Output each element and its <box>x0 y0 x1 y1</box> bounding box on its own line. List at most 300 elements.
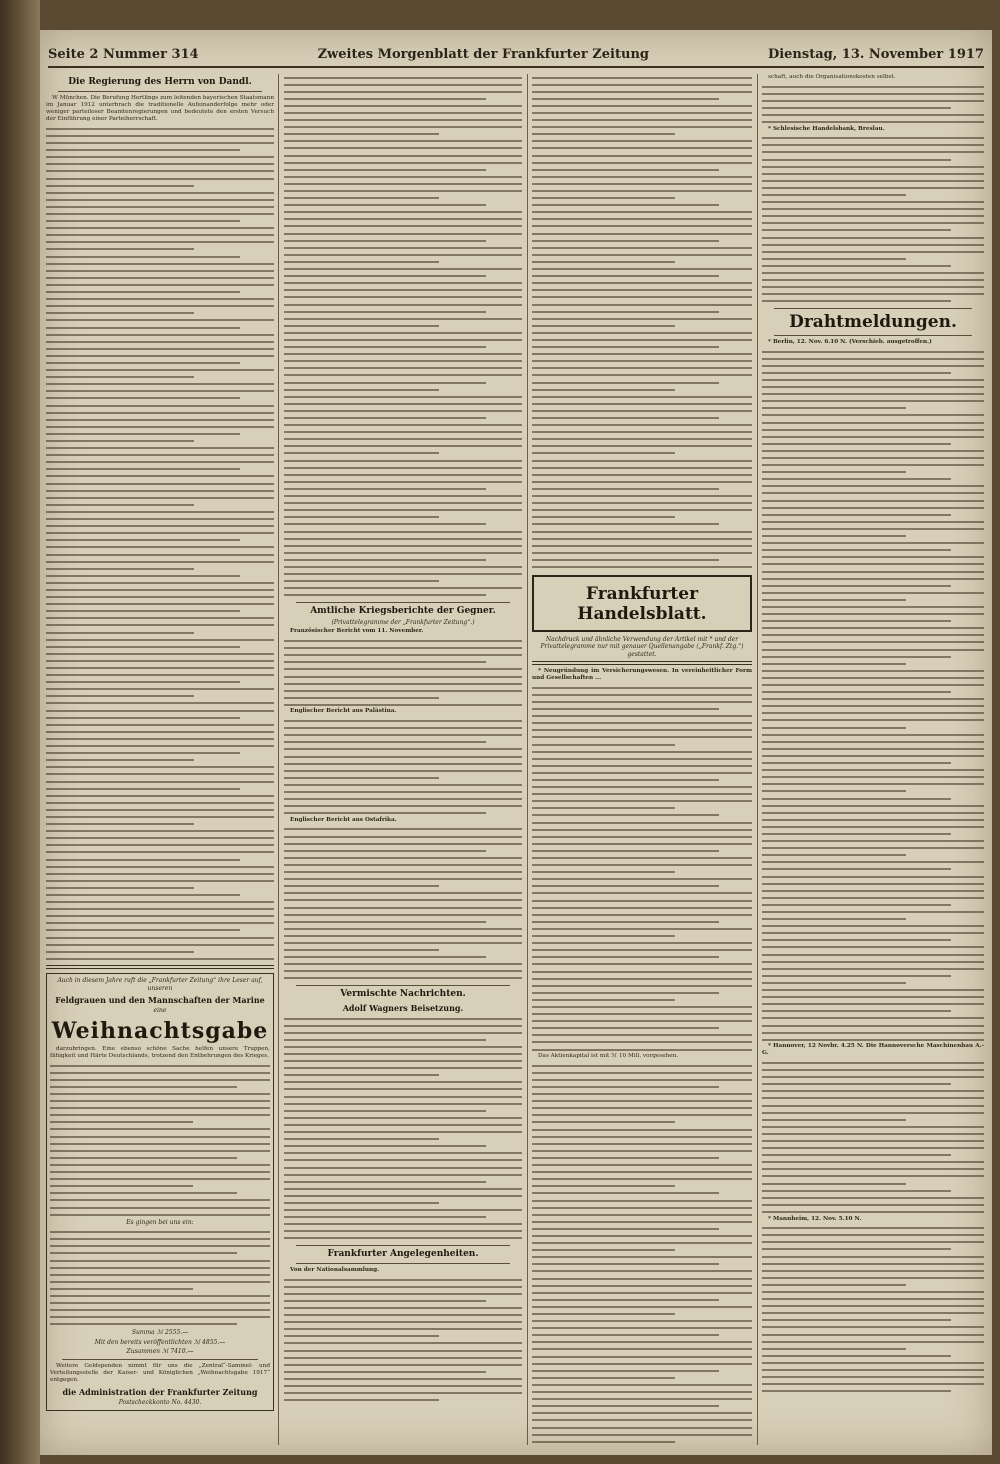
text-line <box>284 833 522 840</box>
text-line <box>762 625 984 632</box>
text-line <box>532 95 752 102</box>
text-line <box>46 381 274 388</box>
text-line <box>762 270 984 277</box>
text-line <box>532 209 752 216</box>
text-line <box>284 975 522 982</box>
text-line <box>46 317 274 324</box>
section-heading: Von der Nationalsammlung. <box>290 1267 380 1274</box>
text-line <box>46 303 274 310</box>
text-line <box>762 816 984 823</box>
text-line <box>46 274 274 281</box>
text-line <box>762 689 984 696</box>
divider <box>532 661 752 665</box>
text-line <box>532 1389 752 1396</box>
text-line <box>762 104 984 111</box>
text-line <box>762 830 984 837</box>
text-line <box>46 438 274 445</box>
text-line <box>762 994 984 1001</box>
text-line <box>762 866 984 873</box>
text-line <box>762 788 984 795</box>
text-line <box>50 1176 270 1183</box>
text-line <box>284 840 522 847</box>
text-line <box>532 1091 752 1098</box>
text-line <box>762 97 984 104</box>
text-line <box>46 608 274 615</box>
divider <box>296 1263 510 1264</box>
text-line <box>284 767 522 774</box>
text-line <box>284 1375 522 1382</box>
text-line <box>284 478 522 485</box>
text-line <box>762 1260 984 1267</box>
text-line <box>284 1199 522 1206</box>
text-line <box>762 440 984 447</box>
text-line <box>762 696 984 703</box>
text-line <box>284 542 522 549</box>
text-line <box>532 1046 752 1053</box>
text-line <box>284 280 522 287</box>
text-line <box>284 680 522 687</box>
text-line <box>532 1232 752 1239</box>
text-line <box>284 585 522 592</box>
text-line <box>50 1197 270 1204</box>
text-line <box>532 1360 752 1367</box>
text-line <box>532 379 752 386</box>
text-line <box>762 149 984 156</box>
text-line <box>762 255 984 262</box>
text-line <box>284 443 522 450</box>
text-line <box>50 1314 270 1321</box>
text-line <box>46 232 274 239</box>
text-line <box>284 1290 522 1297</box>
text-line <box>532 549 752 556</box>
text-line <box>284 287 522 294</box>
text-line <box>762 972 984 979</box>
text-line <box>762 781 984 788</box>
text-line <box>762 540 984 547</box>
divider <box>774 308 972 309</box>
text-line <box>50 1098 270 1105</box>
text-line <box>284 429 522 436</box>
text-line <box>532 88 752 95</box>
text-line <box>284 571 522 578</box>
text-line <box>46 856 274 863</box>
text-line <box>284 74 522 81</box>
text-line <box>46 324 274 331</box>
text-line <box>284 1058 522 1065</box>
text-line <box>284 739 522 746</box>
text-line <box>46 246 274 253</box>
text-line <box>532 1332 752 1339</box>
text-line <box>762 1232 984 1239</box>
appeal-line: eine <box>153 1007 167 1015</box>
text-line <box>762 1116 984 1123</box>
text-line <box>762 1036 984 1043</box>
text-line <box>762 916 984 923</box>
text-line <box>762 1274 984 1281</box>
text-line <box>284 159 522 166</box>
text-line <box>46 395 274 402</box>
text-line <box>532 1069 752 1076</box>
text-line <box>762 710 984 717</box>
text-line <box>46 281 274 288</box>
text-line <box>762 462 984 469</box>
text-line <box>46 828 274 835</box>
text-line <box>284 1114 522 1121</box>
text-line <box>46 806 274 813</box>
text-line <box>532 514 752 521</box>
text-line <box>532 358 752 365</box>
sum-line: Summa ℳ 2555.— <box>131 1329 189 1336</box>
text-line <box>284 968 522 975</box>
text-line <box>284 911 522 918</box>
text-line <box>532 173 752 180</box>
text-line <box>762 419 984 426</box>
text-line <box>284 386 522 393</box>
text-line <box>46 168 274 175</box>
text-line <box>50 1183 270 1190</box>
text-line <box>532 81 752 88</box>
text-line <box>762 192 984 199</box>
text-line <box>532 202 752 209</box>
text-line <box>532 1003 752 1010</box>
text-line <box>532 762 752 769</box>
text-line <box>532 1381 752 1388</box>
text-line <box>532 1254 752 1261</box>
text-line <box>532 741 752 748</box>
text-line <box>762 1081 984 1088</box>
appeal-line: Auch in diesem Jahre ruft die „Frankfurter Zeitung“ ihre Leser auf, unseren <box>57 977 263 992</box>
text-line <box>50 1243 270 1250</box>
text-line <box>532 464 752 471</box>
text-line <box>284 854 522 861</box>
body-text <box>532 1062 752 1445</box>
text-line <box>532 195 752 202</box>
column-3 <box>532 74 752 1445</box>
text-line <box>284 1347 522 1354</box>
text-line <box>762 227 984 234</box>
text-line <box>532 855 752 862</box>
text-line <box>532 1353 752 1360</box>
text-line <box>532 109 752 116</box>
text-line <box>762 497 984 504</box>
text-line <box>284 1235 522 1242</box>
text-line <box>46 132 274 139</box>
text-line <box>46 615 274 622</box>
text-line <box>284 1276 522 1283</box>
text-line <box>532 244 752 251</box>
body-text <box>284 826 522 982</box>
text-line <box>284 400 522 407</box>
text-line <box>284 1121 522 1128</box>
text-line <box>46 501 274 508</box>
text-line <box>762 554 984 561</box>
text-line <box>50 1229 270 1236</box>
text-line <box>762 1029 984 1036</box>
text-line <box>762 1123 984 1130</box>
text-line <box>532 1190 752 1197</box>
text-line <box>532 528 752 535</box>
section-heading: Englischer Bericht aus Palästina. <box>290 708 397 715</box>
text-line <box>284 102 522 109</box>
dispatch-heading: * Mannheim, 12. Nov. 5.10 N. <box>768 1215 862 1222</box>
text-line <box>762 476 984 483</box>
text-line <box>46 338 274 345</box>
text-line <box>46 721 274 728</box>
text-line <box>284 329 522 336</box>
text-line <box>762 90 984 97</box>
text-line <box>46 842 274 849</box>
article-subtitle: (Privattelegramme der „Frankfurter Zeitung“.) <box>331 618 475 626</box>
text-line <box>532 883 752 890</box>
text-line <box>762 518 984 525</box>
text-line <box>762 852 984 859</box>
appeal-heading: Feldgrauen und den Mannschaften der Marine <box>55 995 265 1006</box>
text-line <box>762 845 984 852</box>
text-line <box>762 1374 984 1381</box>
text-line <box>46 657 274 664</box>
text-line <box>284 760 522 767</box>
text-line <box>284 407 522 414</box>
text-line <box>532 989 752 996</box>
text-line <box>762 384 984 391</box>
text-line <box>762 177 984 184</box>
text-line <box>532 1126 752 1133</box>
text-line <box>284 939 522 946</box>
text-line <box>532 904 752 911</box>
text-line <box>532 1403 752 1410</box>
text-line <box>284 687 522 694</box>
text-line <box>46 367 274 374</box>
text-line <box>532 1105 752 1112</box>
text-line <box>50 1140 270 1147</box>
text-line <box>284 1319 522 1326</box>
text-line <box>532 1247 752 1254</box>
text-line <box>284 1221 522 1228</box>
text-line <box>532 1098 752 1105</box>
text-line <box>532 1311 752 1318</box>
article-title: Vermischte Nachrichten. <box>340 989 466 1000</box>
text-line <box>46 409 274 416</box>
text-line <box>46 189 274 196</box>
text-line <box>46 778 274 785</box>
text-line <box>762 163 984 170</box>
section-heading: * Schlesische Handelsbank, Breslau. <box>768 125 885 132</box>
text-line <box>532 393 752 400</box>
text-line <box>46 352 274 359</box>
text-line <box>762 1015 984 1022</box>
text-line <box>50 1236 270 1243</box>
text-line <box>50 1069 270 1076</box>
text-line <box>46 551 274 558</box>
text-line <box>532 188 752 195</box>
header-right: Dienstag, 13. November 1917 <box>767 46 984 62</box>
divider <box>774 335 972 336</box>
book-binding <box>0 0 40 1464</box>
text-line <box>46 899 274 906</box>
text-line <box>532 812 752 819</box>
text-line <box>284 549 522 556</box>
text-line <box>762 575 984 582</box>
text-line <box>46 459 274 466</box>
text-line <box>532 1183 752 1190</box>
text-line <box>46 565 274 572</box>
text-line <box>46 771 274 778</box>
text-line <box>762 241 984 248</box>
text-line <box>46 494 274 501</box>
text-line <box>762 760 984 767</box>
previous-line: Mit den bereits veröffentlichten ℳ 4855.— <box>94 1338 226 1346</box>
text-line <box>762 979 984 986</box>
text-line <box>46 665 274 672</box>
text-line <box>284 223 522 230</box>
text-line <box>284 810 522 817</box>
text-line <box>46 586 274 593</box>
text-line <box>284 869 522 876</box>
header-center: Zweites Morgenblatt der Frankfurter Zeitung <box>317 46 649 62</box>
text-line <box>284 947 522 954</box>
text-line <box>284 180 522 187</box>
text-line <box>284 556 522 563</box>
text-line <box>284 216 522 223</box>
text-line <box>532 847 752 854</box>
text-line <box>46 572 274 579</box>
text-line <box>532 1303 752 1310</box>
text-line <box>284 847 522 854</box>
text-line <box>50 1147 270 1154</box>
text-line <box>762 1152 984 1159</box>
text-line <box>532 911 752 918</box>
text-line <box>762 1352 984 1359</box>
text-line <box>50 1119 270 1126</box>
text-line <box>762 653 984 660</box>
text-line <box>762 291 984 298</box>
text-line <box>762 937 984 944</box>
text-line <box>762 611 984 618</box>
text-line <box>532 1325 752 1332</box>
text-line <box>46 757 274 764</box>
text-line <box>762 660 984 667</box>
text-line <box>762 1246 984 1253</box>
text-line <box>46 416 274 423</box>
text-line <box>50 1091 270 1098</box>
text-line <box>762 1173 984 1180</box>
text-line <box>46 728 274 735</box>
text-line <box>46 374 274 381</box>
article-title: Amtliche Kriegsberichte der Gegner. <box>310 605 496 616</box>
text-line <box>532 372 752 379</box>
text-line <box>532 791 752 798</box>
text-line <box>762 674 984 681</box>
text-line <box>284 535 522 542</box>
administration-line: die Administration der Frankfurter Zeitung <box>62 1386 258 1397</box>
text-line <box>532 1424 752 1431</box>
text-line <box>532 180 752 187</box>
text-line <box>532 982 752 989</box>
text-line <box>284 485 522 492</box>
donor-list <box>50 1229 270 1328</box>
text-line <box>762 426 984 433</box>
text-line <box>284 209 522 216</box>
text-line <box>46 884 274 891</box>
text-line <box>46 182 274 189</box>
text-line <box>762 1267 984 1274</box>
text-line <box>284 694 522 701</box>
reprint-notice: Nachdruck und ähnliche Verwendung der Artikel mit * und der Privattelegramme nur mit genauer Quellenangabe („Frankf. Ztg.“) gestattet. <box>540 635 744 658</box>
text-line <box>762 504 984 511</box>
text-line <box>762 603 984 610</box>
text-line <box>532 1240 752 1247</box>
text-line <box>50 1321 270 1328</box>
text-line <box>762 1067 984 1074</box>
text-line <box>532 1154 752 1161</box>
text-line <box>284 166 522 173</box>
text-line <box>284 1354 522 1361</box>
text-line <box>532 805 752 812</box>
text-line <box>284 781 522 788</box>
text-line <box>46 707 274 714</box>
text-line <box>46 445 274 452</box>
text-line <box>46 147 274 154</box>
text-line <box>532 1225 752 1232</box>
text-line <box>762 1225 984 1232</box>
text-line <box>532 315 752 322</box>
text-line <box>762 398 984 405</box>
text-line <box>762 262 984 269</box>
text-line <box>532 1410 752 1417</box>
text-line <box>762 1166 984 1173</box>
text-line <box>762 1345 984 1352</box>
text-line <box>284 244 522 251</box>
text-line <box>46 906 274 913</box>
text-line <box>284 918 522 925</box>
text-line <box>50 1285 270 1292</box>
text-line <box>46 537 274 544</box>
text-line <box>762 1331 984 1338</box>
text-line <box>284 925 522 932</box>
text-line <box>532 415 752 422</box>
text-line <box>46 161 274 168</box>
text-line <box>762 965 984 972</box>
text-line <box>532 407 752 414</box>
text-line <box>46 622 274 629</box>
text-line <box>46 792 274 799</box>
text-line <box>762 1381 984 1388</box>
text-line <box>532 400 752 407</box>
text-line <box>762 745 984 752</box>
text-line <box>46 218 274 225</box>
total-line: Zusammen ℳ 7410.— <box>126 1348 194 1355</box>
text-line <box>284 1093 522 1100</box>
text-line <box>284 266 522 273</box>
dispatch-heading: * Hannover, 12 Novbr. 4.25 N. Die Hannoversche Maschinenbau A.-G. <box>762 1043 984 1057</box>
text-line <box>46 913 274 920</box>
text-line <box>46 735 274 742</box>
text-line <box>46 863 274 870</box>
text-line <box>50 1300 270 1307</box>
text-line <box>284 725 522 732</box>
text-line <box>532 1147 752 1154</box>
page-header <box>48 42 984 68</box>
text-line <box>532 166 752 173</box>
text-line <box>46 714 274 721</box>
text-line <box>46 154 274 161</box>
text-line <box>284 652 522 659</box>
text-line <box>284 701 522 708</box>
text-line <box>46 211 274 218</box>
text-line <box>46 750 274 757</box>
text-line <box>762 1310 984 1317</box>
text-line <box>46 934 274 941</box>
